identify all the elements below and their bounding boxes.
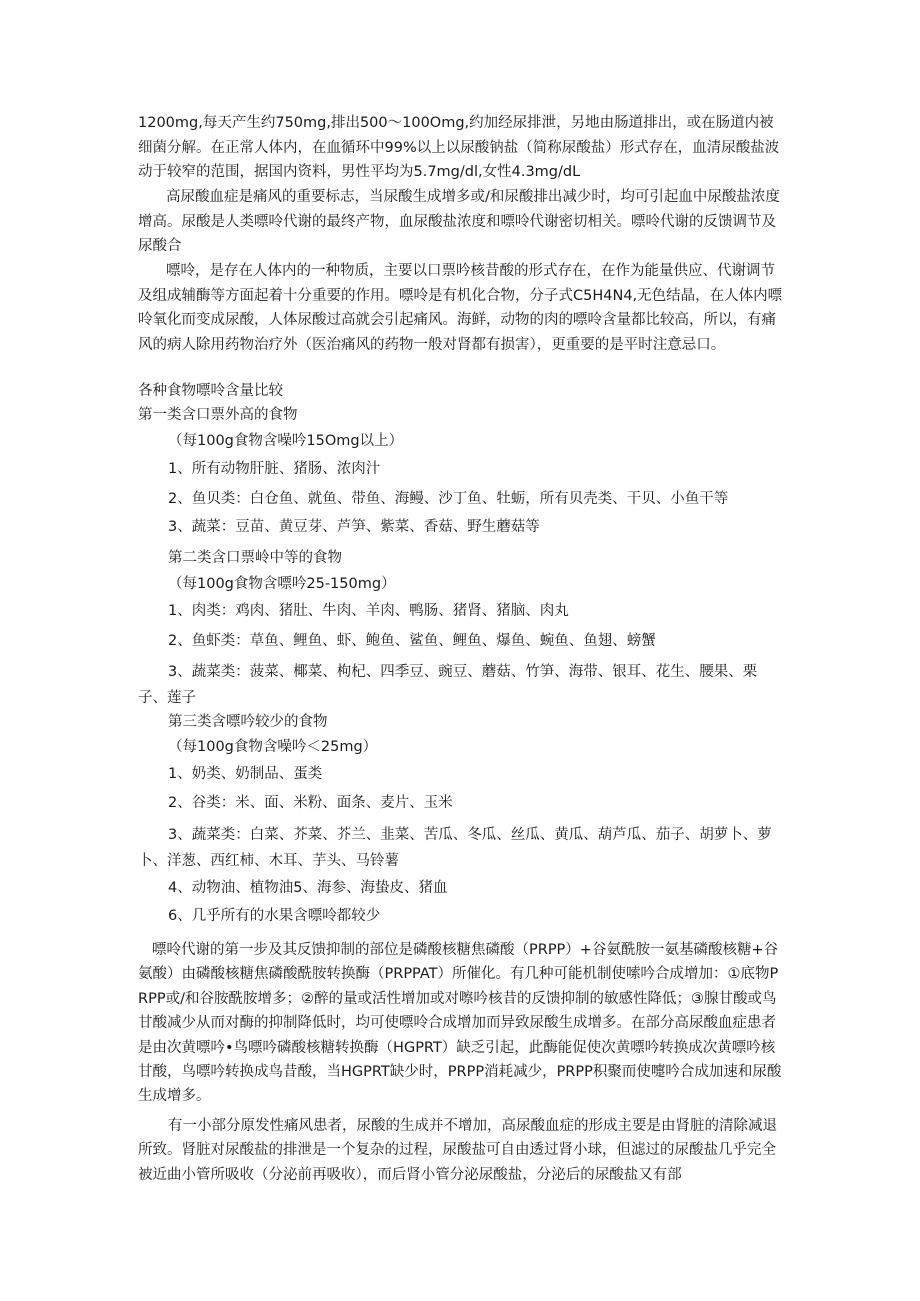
category-3-title: 第三类含嘌吟较少的食物 (168, 714, 328, 730)
category-3-item: 6、几乎所有的水果含嘌呤都较少 (168, 908, 381, 924)
category-1-item: 1、所有动物肝脏、猪肠、浓肉汁 (168, 461, 381, 477)
paragraph-metabolism: 嘌呤代谢的第一步及其反馈抑制的部位是磷酸核糖焦磷酸（PRPP）+谷氨酰胺一氨基磷酸核糖+谷氨酸）由磷酸核糖焦磷酸酰胺转换酶（PRPPAT）所催化。有几种可能机制使嗦吟合成增加：①底物PRPP或/和谷胺酰胺增多；②醉的量或活性增加或对嚓吟核昔的反馈抑制的敏感性降低；③腺甘酸或鸟甘酸减少从而对酶的抑制降低时，均可使嘌呤合成增加而异致尿酸生成增多。在部分高尿酸血症患者是由次黄嘌吟•鸟嘌吟磷酸核糖转换酶（HGPRT）缺乏引起，此酶能促使次黄嘌吟转换成次黄嘌吟核甘酸，鸟嘌吟转换成鸟昔酸，当HGPRT缺少时，PRPP消耗减少，PRPP积聚而使嚏吟合成加速和尿酸生成增多。 (138, 942, 782, 1105)
category-1-item: 3、蔬菜：豆苗、黄豆芽、芦笋、紫菜、香菇、野生蘑菇等 (168, 519, 540, 535)
category-3-item: 4、动物油、植物油5、海参、海蛰皮、猪血 (168, 880, 448, 896)
category-2-item: 2、鱼虾类：草鱼、鲤鱼、虾、鲍鱼、鲨鱼、鲤鱼、爆鱼、蜿鱼、鱼翅、螃蟹 (168, 633, 656, 649)
category-3-item: 1、奶类、奶制品、蛋类 (168, 766, 323, 782)
category-2-title: 第二类含口票岭中等的食物 (168, 550, 342, 566)
paragraph-hyperuricemia: 高尿酸血症是痛风的重要标志，当尿酸生成增多或/和尿酸排出减少时，均可引起血中尿酸盐浓度增高。尿酸是人类嘌呤代谢的最终产物，血尿酸盐浓度和嘌呤代谢密切相关。嘌呤代谢的反馈调节及尿酸合 (138, 189, 780, 254)
category-1-item: 2、鱼贝类：白仓鱼、就鱼、带鱼、海鳗、沙丁鱼、牡蛎，所有贝壳类、干贝、小鱼干等 (168, 491, 729, 507)
category-3-note: （每100g食物含噪吟＜25mg） (168, 739, 378, 755)
food-compare-title: 各种食物嘌呤含量比较 (138, 383, 283, 399)
category-3-item: 3、蔬菜类：白菜、芥菜、芥兰、韭菜、苦瓜、冬瓜、丝瓜、黄瓜、葫芦瓜、茄子、胡萝卜、萝卜、洋葱、西红柿、木耳、芋头、马铃薯 (138, 827, 772, 869)
paragraph-kidney: 有一小部分原发性痛风患者，尿酸的生成并不增加，高尿酸血症的形成主要是由肾脏的清除减退所致。肾脏对尿酸盐的排泄是一个复杂的过程，尿酸盐可自由透过肾小球，但滤过的尿酸盐几乎完全被近曲小管所吸收（分泌前再吸收），而后肾小管分泌尿酸盐，分泌后的尿酸盐又有部 (138, 1118, 777, 1183)
category-3-item: 2、谷类：米、面、米粉、面条、麦片、玉米 (168, 795, 453, 811)
category-1-note: （每100g食物含噪吟15Omg以上） (168, 433, 404, 449)
category-2-note: （每100g食物含嘌吟25-150mg） (168, 576, 396, 592)
category-1-title: 第一类含口票外高的食物 (138, 407, 298, 423)
category-2-item: 1、肉类：鸡肉、猪肚、牛肉、羊肉、鸭肠、猪肾、猪脑、肉丸 (168, 603, 569, 619)
paragraph-purine: 嘌呤，是存在人体内的一种物质，主要以口票吟核昔酸的形式存在，在作为能量供应、代谢调节及组成辅酶等方面起着十分重要的作用。嘌呤是有机化合物，分子式C5H4N4,无色结晶，在人体内嘌呤氧化而变成尿酸，人体尿酸过高就会引起痛风。海鲜，动物的肉的嘌呤含量都比较高，所以，有痛风的病人除用药物治疗外（医治痛风的药物一般对肾都有损害），更重要的是平时注意忌口。 (138, 263, 783, 353)
paragraph-intro: 1200mg,每天产生约750mg,排出500～100Omg,约加经尿排泄，另地由肠道排出，或在肠道内被细菌分解。在正常人体内，在血循环中99%以上以尿酸钠盐（简称尿酸盐）形式存在，血清尿酸盐波动于较窄的范围，据国内资料，男性平均为5.7mg∕dl,女性4.3mg∕dL (138, 115, 780, 180)
category-2-item: 3、蔬菜类：菠菜、椰菜、枸杞、四季豆、豌豆、蘑菇、竹笋、海带、银耳、花生、腰果、栗子、莲子 (138, 664, 758, 706)
